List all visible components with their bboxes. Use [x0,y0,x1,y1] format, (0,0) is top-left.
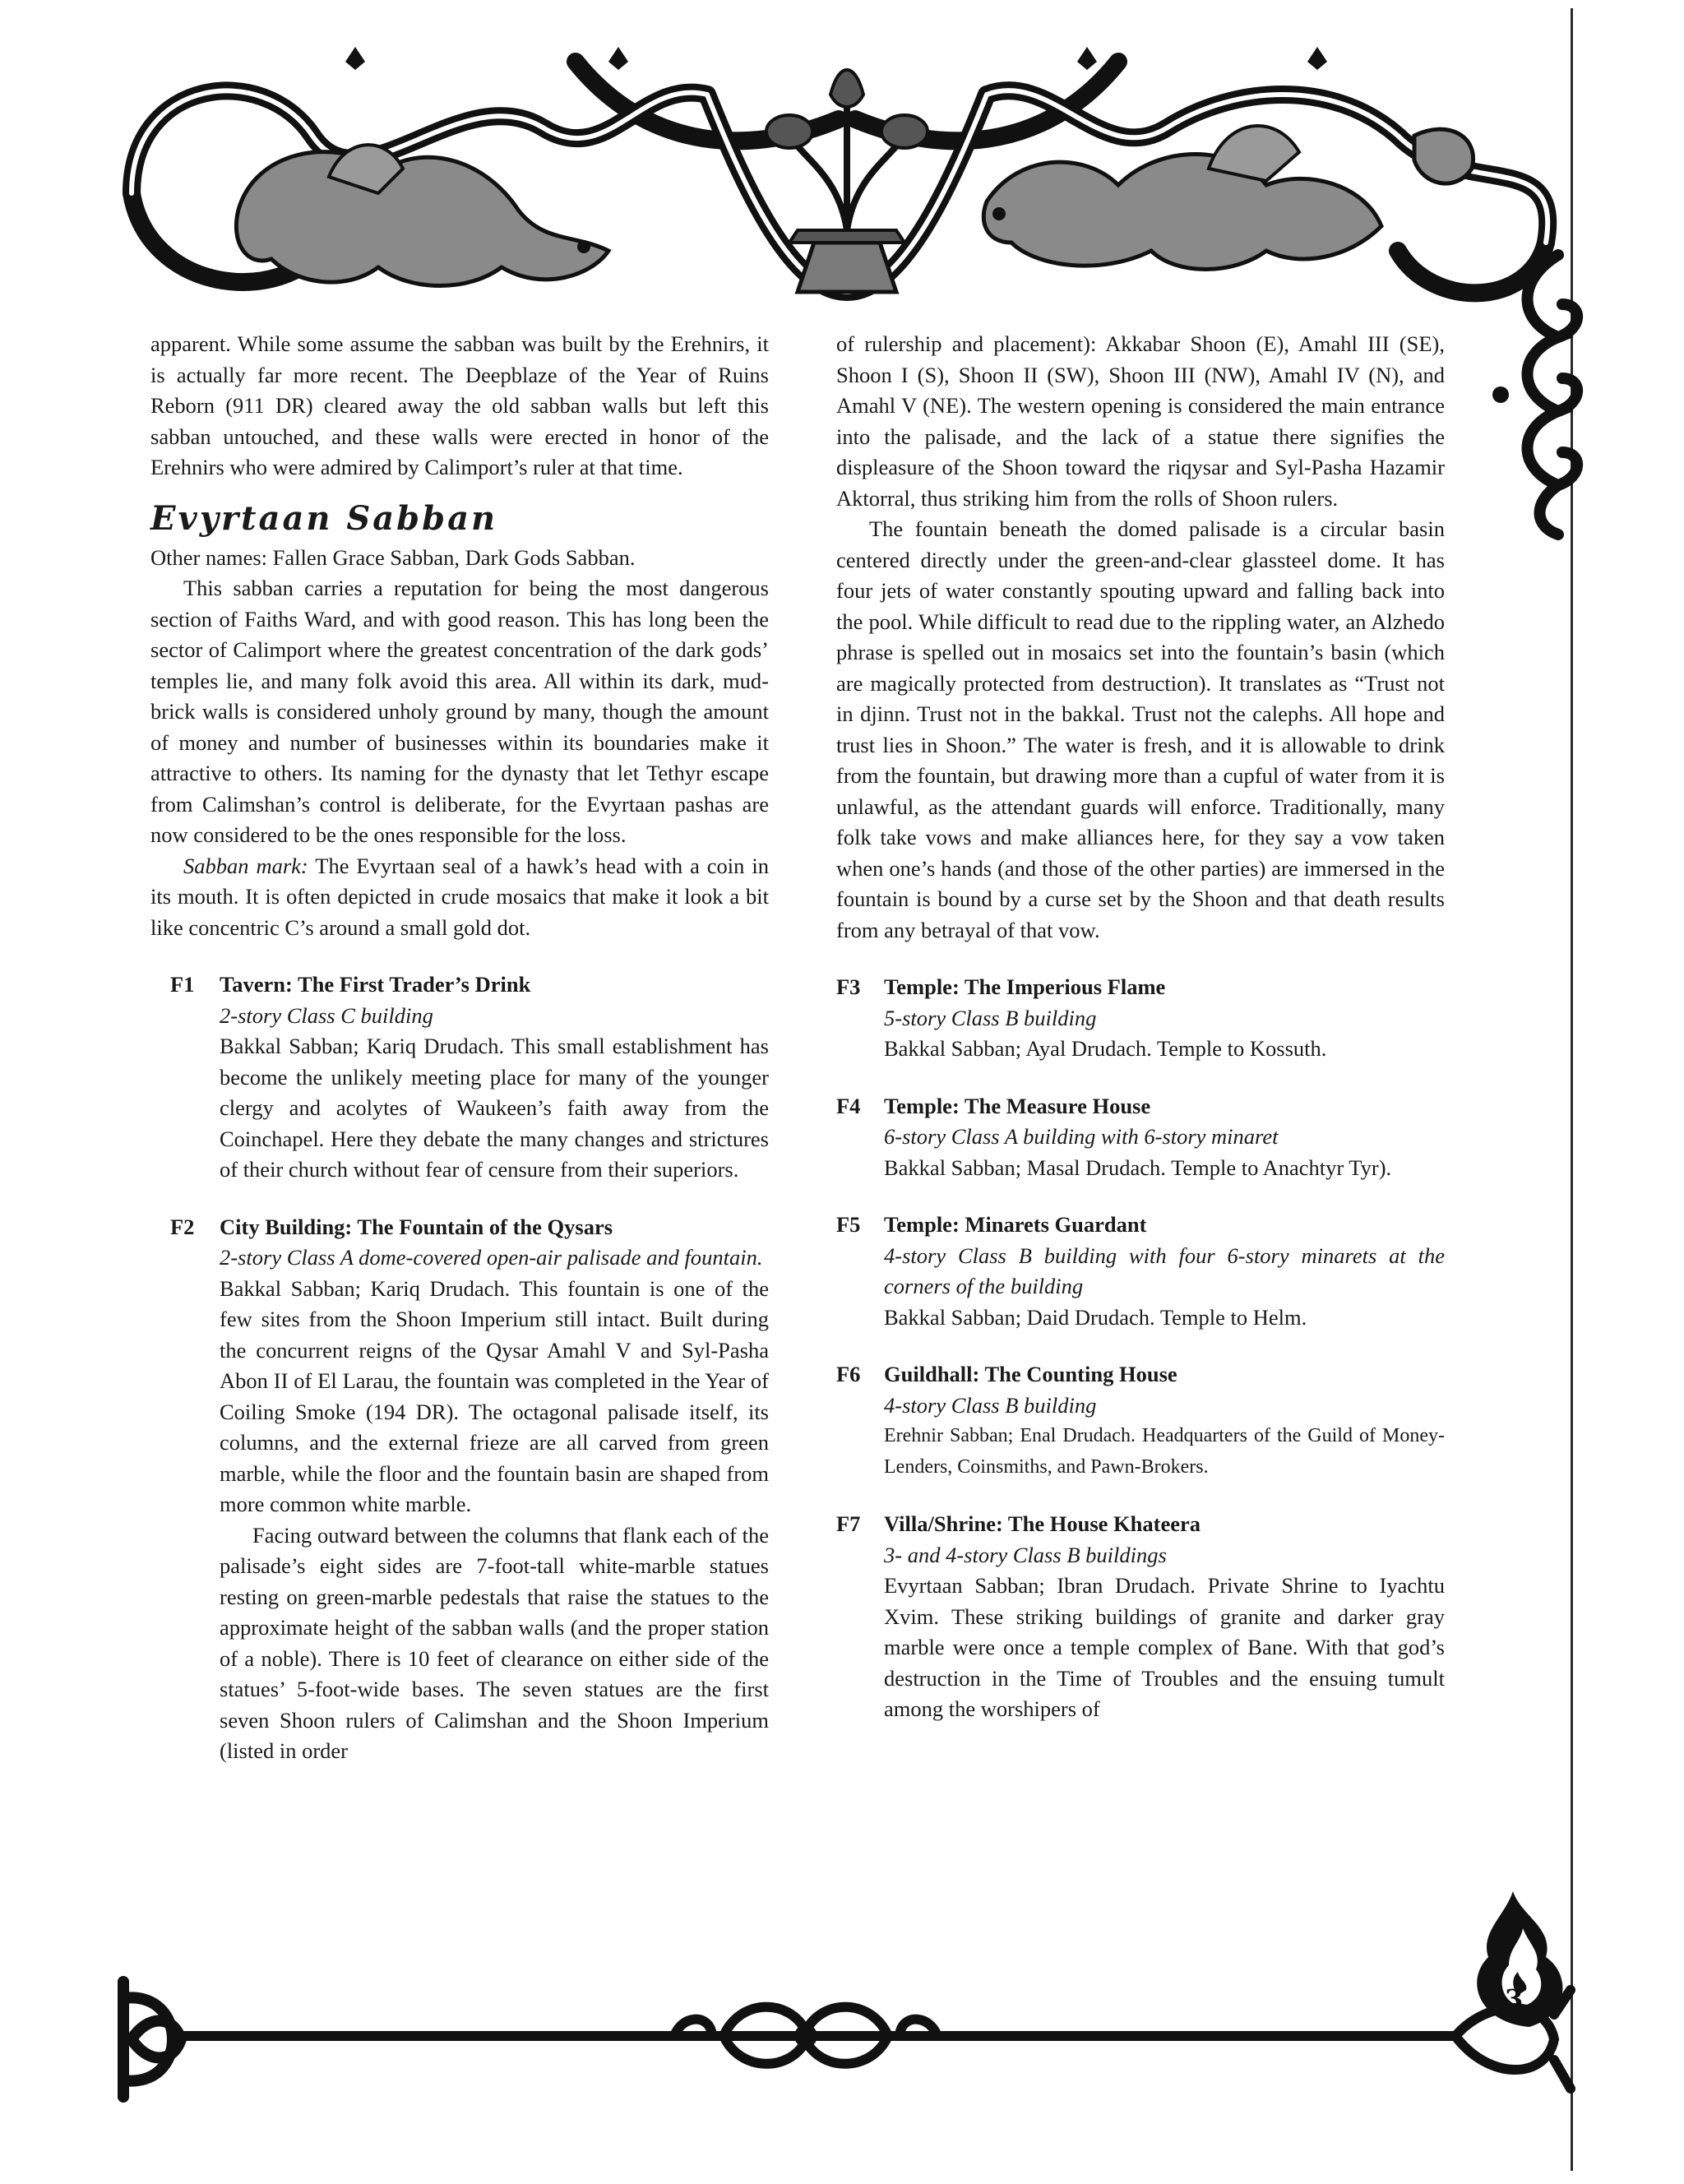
footer-knot-ornament [99,1965,1579,2113]
entry-title: Temple: Minarets Guardant [884,1212,1147,1237]
entry-code: F4 [836,1093,861,1118]
entry-f2 [150,1212,769,1767]
entry-paragraph: Facing outward between the columns that flank each of the palisade’s eight sides are 7-foot-tall white-marble statues resting on green-marble pedestals that raise the statues to the approximate height of the sabban walls (and the proper station of a noble). There is 10 feet of clearance on either side of the statues’ 5-foot-wide bases. The seven statues are the first seven Shoon rulers of Calimshan and the Shoon Imperium (listed in order [220,1522,769,1763]
entry-paragraph: Bakkal Sabban; Kariq Drudach. This fountain is one of the few sites from the Shoon Imperium still intact. Built during the concurrent reigns of the Qysar Amahl V and Syl-Pasha Abon II of El Larau, the fountain was completed in the Year of Coiling Smoke (194 DR). The octagonal palisade itself, its columns, and the external frieze are all carved from green marble, while the floor and the fountain basin are shaped from more common white marble. [220,1275,769,1516]
continued-paragraph: The fountain beneath the domed palisade is a circular basin centered directly under the green-and-clear glassteel dome. It has four jets of water constantly spouting upward and falling back into the pool. While difficult to read due to the rippling water, an Alzhedo phrase is spelled out in mosaics set into the fountain’s basin (which are magically protected from destruction). It translates as “Trust not in djinn. Trust not in the bakkal. Trust not the calephs. All hope and trust lies in Shoon.” The water is fresh, and it is allowable to drink from the fountain, but drawing more than a cupful of water from it is unlawful, as the attendant guards will enforce. Traditionally, many folk take vows and make alliances here, for they say a vow taken when one’s hands (and those of the other parties) are immersed in the fountain is bound by a curse set by the Shoon and that death results from any betrayal of that vow. [836,516,1445,942]
entry-code: F1 [170,972,195,997]
side-scroll-ornament [1468,247,1591,543]
entry-subtitle: 5-story Class B building [884,1005,1097,1030]
entry-paragraph: Bakkal Sabban; Kariq Drudach. This small establishment has become the unlikely meeting place for many of the younger clergy and acolytes of Waukeen’s faith away from the Coinchapel. Here they debate the many changes and strictures of their church without fear of censure from their superiors. [220,1034,769,1182]
celtic-dragon-banner [115,45,1579,321]
section-paragraph: This sabban carries a reputation for being the most dangerous section of Faiths Ward, and with good reason. This has long been the sector of Calimport where the greatest concentration of the dark gods’ temples lie, and many folk avoid this area. All within its dark, mud-brick walls is considered unholy ground by many, though the amount of money and number of businesses within its boundaries make it attractive to others. Its naming for the dynasty that let Tethyr escape from Calimshan’s control is deliberate, for the Evyrtaan pashas are now considered to be the ones responsible for the loss. [150,576,769,847]
entry-f3 [836,972,1445,1065]
page-number: 33 [1486,1983,1524,2015]
entry-subtitle: 2-story Class A dome-covered open-air palisade and fountain. [220,1245,763,1270]
entry-code: F3 [836,974,861,999]
entry-title: City Building: The Fountain of the Qysars [220,1214,613,1239]
entry-title: Temple: The Measure House [884,1093,1151,1118]
intro-paragraph: apparent. While some assume the sabban was built by the Erehnirs, it is actually far more recent. The Deepblaze of the Year of Ruins Reborn (911 DR) cleared away the old sabban walls but left this sabban untouched, and these walls were erected in honor of the Erehnirs who were admired by Calimport’s ruler at that time. [150,331,769,479]
entry-f7 [836,1509,1445,1725]
entry-paragraph: Bakkal Sabban; Masal Drudach. Temple to Anachtyr Tyr). [884,1154,1392,1180]
entry-f6 [836,1359,1445,1483]
entry-paragraph: Evyrtaan Sabban; Ibran Drudach. Private Shrine to Iyachtu Xvim. These striking buildings of granite and darker gray marble were once a temple complex of Bane. With that god’s destruction in the Time of Troubles and the ensuing tumult among the worshipers of [884,1573,1445,1721]
entry-code: F2 [170,1214,195,1239]
entry-f4 [836,1091,1445,1184]
other-names: Other names: Fallen Grace Sabban, Dark Gods Sabban. [150,544,636,570]
entry-paragraph: Bakkal Sabban; Daid Drudach. Temple to Helm. [884,1304,1307,1330]
entry-subtitle: 4-story Class B building [884,1392,1097,1418]
entry-subtitle: 6-story Class A building with 6-story minaret [884,1124,1279,1149]
entry-f1 [150,969,769,1186]
left-dragon-icon [236,145,608,285]
sabban-mark-paragraph [150,851,769,944]
left-column [150,329,769,1767]
sabban-mark-text: The Evyrtaan seal of a hawk’s head with a coin in its mouth. It is often depicted in crude mosaics that make it look a bit like concentric C’s around a small gold dot. [150,853,769,940]
entry-paragraph: Bakkal Sabban; Ayal Drudach. Temple to Kossuth. [884,1036,1327,1061]
entry-title: Tavern: The First Trader’s Drink [220,972,531,997]
entry-title: Guildhall: The Counting House [884,1362,1177,1386]
entry-subtitle: 4-story Class B building with four 6-story minarets at the corners of the building [884,1242,1445,1298]
entry-subtitle: 3- and 4-story Class B buildings [884,1542,1167,1567]
entry-f5 [836,1210,1445,1333]
entry-title: Temple: The Imperious Flame [884,974,1166,999]
continued-paragraph: of rulership and placement): Akkabar Shoon (E), Amahl III (SE), Shoon I (S), Shoon II (SW), Shoon III (NW), Amahl IV (N), and Amahl V (NE). The western opening is considered the main entrance into the palisade, and the lack of a statue there signifies the displeasure of the Shoon toward the riqysar and Syl-Pasha Hazamir Aktorral, thus striking him from the rolls of Shoon rulers. [836,331,1445,511]
entry-code: F7 [836,1511,861,1536]
entry-subtitle: 2-story Class C building [220,1002,433,1028]
entry-title: Villa/Shrine: The House Khateera [884,1511,1201,1536]
sabban-mark-label: Sabban mark: [183,853,308,878]
entry-code: F5 [836,1212,861,1237]
entry-paragraph: Erehnir Sabban; Enal Drudach. Headquarters of the Guild of Money-Lenders, Coinsmiths, and Pawn-Brokers. [884,1425,1445,1478]
section-title: Evyrtaan Sabban [150,498,498,538]
entry-code: F6 [836,1362,861,1386]
right-column [836,329,1445,1725]
